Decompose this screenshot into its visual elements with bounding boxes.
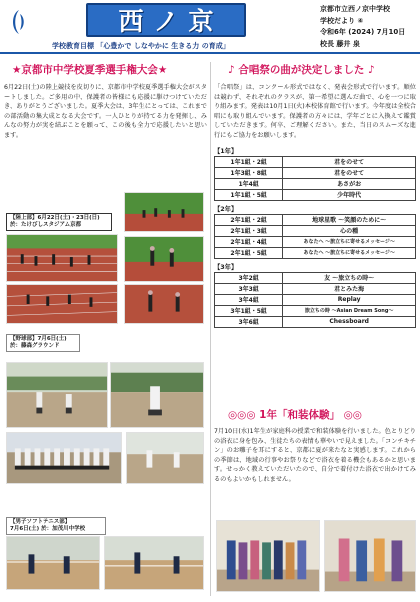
principal-name: 校長 藤井 泉	[320, 39, 360, 48]
class-cell: 3年1組・5組	[215, 305, 283, 316]
baseball-caption-line2: 於：藤森グラウンド	[10, 343, 60, 349]
table-row	[215, 272, 416, 283]
chorus-article	[214, 62, 416, 328]
yukata-heading	[228, 407, 416, 422]
yukata-body: 7月10日(水)1年生が家庭科の授業で和装体験を行いました。色とりどりの浴衣に身を包み、生徒たちの表情も華やいで見えました。「コンチキチン」のお囃子を耳にすると、京都に夏が来たなと実感します。これからの季節は、地域の行事やお祭りなどで浴衣を着る機会もあるかと思います。せっかく教えていただいたので、自分で着付けた浴衣で出かけてみるのもよいかもしれません。	[214, 428, 416, 483]
newsletter-header	[0, 0, 420, 54]
school-name: 京都市立西ノ京中学校	[320, 5, 390, 13]
song-cell: 君をのせて	[283, 156, 416, 167]
table-row	[215, 214, 416, 225]
photo-softtennis-2	[104, 536, 204, 590]
grade1-song-table	[214, 156, 416, 201]
song-cell: 旅立ちの時 〜Asian Dream Song〜	[283, 305, 416, 316]
star-icon: ★	[157, 64, 168, 76]
issue-info	[320, 4, 416, 50]
class-cell: 2年1組・4組	[215, 236, 283, 247]
grade2-song-table	[214, 214, 416, 259]
song-cell: Replay	[283, 294, 416, 305]
song-cell: 君をのせて	[283, 167, 416, 178]
photo-baseball-2	[110, 362, 204, 428]
chorus-heading-text: 合唱祭の曲が決定しました	[238, 64, 365, 76]
class-cell: 1年4組	[215, 178, 283, 189]
newsletter-title-box	[86, 3, 246, 37]
table-row	[215, 316, 416, 327]
star-icon: ★	[12, 64, 22, 76]
softtennis-caption	[6, 517, 106, 535]
song-cell: 少年時代	[283, 189, 416, 200]
baseball-caption-line1: 【野球部】7月6日(土)	[10, 336, 67, 342]
class-cell: 3年4組	[215, 294, 283, 305]
photo-baseball-3	[126, 432, 204, 484]
photo-softtennis-1	[6, 536, 100, 590]
issue-date: 令和6年 (2024) 7月10日	[320, 28, 406, 36]
table-row	[215, 283, 416, 294]
class-cell: 2年1組・3組	[215, 225, 283, 236]
table-row	[215, 236, 416, 247]
photo-yukata-1	[216, 520, 320, 592]
school-logo-icon	[8, 8, 30, 36]
track-caption	[6, 213, 112, 231]
photo-track-2	[6, 234, 118, 282]
track-caption-line2: 於：たけびしスタジアム京都	[10, 222, 82, 228]
song-cell: 地球星歌 〜笑顔のために〜	[283, 214, 416, 225]
class-cell: 1年1組・5組	[215, 189, 283, 200]
baseball-caption	[6, 334, 80, 352]
school-motto: 学校教育目標 「心豊かで しなやかに 生きる力 の育成」	[52, 42, 230, 50]
photo-track-4	[6, 284, 118, 324]
table-row	[215, 167, 416, 178]
music-note-icon: ♪	[228, 64, 235, 76]
tournament-article	[4, 62, 207, 141]
chorus-heading	[228, 62, 416, 77]
chorus-body: 「合唱祭」は、コンクール形式ではなく、発表会形式で行います。順位は競わず、それぞれのクラスが、第一希望に選んだ曲で、心を一つに取り組みます。発表は10月1日(火)本校体育館で行います。今年度は全校合唱にも取り組んでいます。保護者の方々には、学年ごとに入換えて鑑賞していただきます。何卒、ご理解ください。また、当日のスムーズな進行にもご協力をお願いします。	[214, 84, 416, 139]
newsletter-title: 西ノ京	[118, 7, 224, 36]
grade3-label: 【3年】	[214, 263, 238, 271]
table-row	[215, 305, 416, 316]
song-cell: 友 〜旅立ちの時〜	[283, 272, 416, 283]
track-caption-line1: 【陸上部】6月22日(土)・23日(日)	[10, 215, 100, 221]
yukata-heading-text: 1年「和装体験」	[259, 409, 340, 421]
tournament-heading	[12, 62, 207, 77]
photo-track-3	[124, 236, 204, 282]
column-divider	[210, 62, 211, 596]
softtennis-caption-line1: 【男子ソフトテニス部】	[10, 519, 71, 525]
class-cell: 3年2組	[215, 272, 283, 283]
table-row	[215, 178, 416, 189]
letter-number: 学校だより ④	[320, 16, 364, 25]
softtennis-caption-line2: 7月6日(土) 於：加茂川中学校	[10, 526, 86, 532]
class-cell: 3年6組	[215, 316, 283, 327]
photo-yukata-2	[324, 520, 416, 592]
table-row	[215, 189, 416, 200]
music-note-icon: ♪	[368, 64, 375, 76]
tournament-heading-text: 京都市中学校夏季選手権大会	[21, 64, 158, 76]
photo-track-1	[124, 192, 204, 232]
song-cell: あさがお	[283, 178, 416, 189]
tournament-body: 6月22日(土)の陸上競技を皮切りに、京都市中学校夏季選手権大会がスタートしました。ご多用の中、保護者の皆様にも応援に駆けつけていただき、ありがとうございました。夏季大会は、3年生にとっては、これまでの部活動の集大成となる大会です。一人ひとりが持てる力を発揮し、みんなの努力が実を結ぶことを願って、この後も全力で応援したいと思います。	[4, 84, 207, 139]
yukata-article	[214, 407, 416, 485]
table-row	[215, 225, 416, 236]
song-cell: 君とみた海	[283, 283, 416, 294]
song-cell: Chessboard	[283, 316, 416, 327]
class-cell: 3年3組	[215, 283, 283, 294]
table-row	[215, 156, 416, 167]
song-cell: あなたへ 〜旅立ちに寄せるメッセージ〜	[283, 236, 416, 247]
class-cell: 2年1組・5組	[215, 247, 283, 258]
fan-icon: ◎◎◎	[228, 409, 256, 421]
photo-baseball-team	[6, 432, 122, 484]
grade2-label: 【2年】	[214, 205, 238, 213]
photo-track-5	[124, 284, 204, 324]
class-cell: 2年1組・2組	[215, 214, 283, 225]
song-cell: あなたへ 〜旅立ちに寄せるメッセージ〜	[283, 247, 416, 258]
grade3-song-table	[214, 272, 416, 328]
photo-baseball-1	[6, 362, 108, 428]
song-cell: 心の種	[283, 225, 416, 236]
table-row	[215, 294, 416, 305]
grade1-label: 【1年】	[214, 147, 238, 155]
fan-icon: ◎◎	[343, 409, 362, 421]
class-cell: 1年1組・2組	[215, 156, 283, 167]
class-cell: 1年3組・8組	[215, 167, 283, 178]
table-row	[215, 247, 416, 258]
